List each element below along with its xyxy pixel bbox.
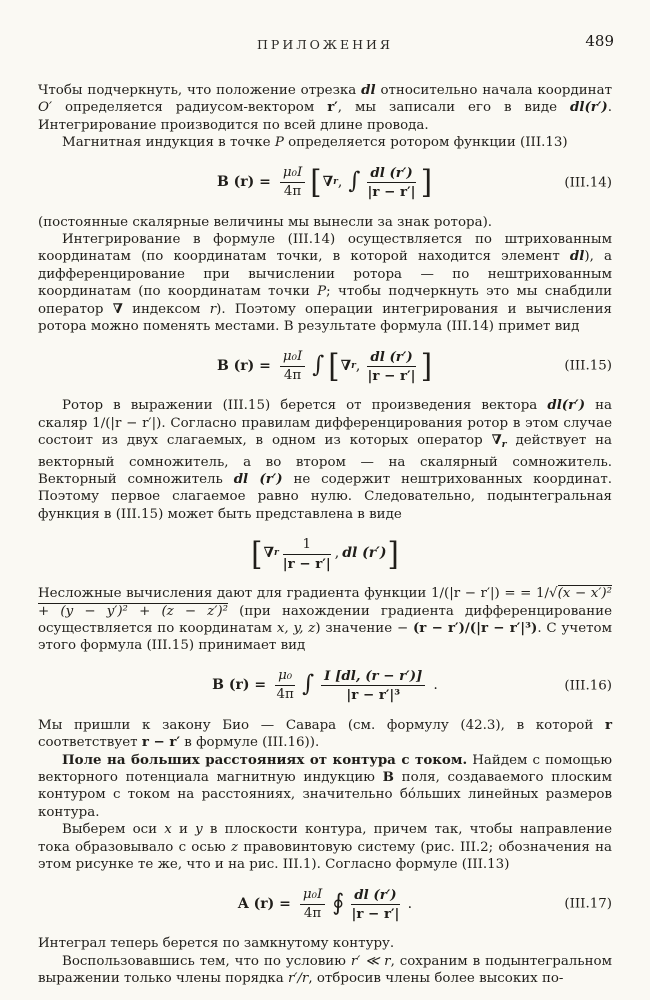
gradient-fraction <box>283 537 331 572</box>
contour-integral-sign: ∮ <box>332 889 345 916</box>
coefficient-fraction <box>280 349 305 384</box>
equation-number: (III.16) <box>564 678 612 694</box>
formula-iii-17 <box>38 883 612 925</box>
text-run: Найдем с помощью векторного потенциала магнитную индукцию <box>38 752 612 785</box>
paragraph <box>38 134 612 151</box>
text-run: r <box>209 301 217 317</box>
paragraph <box>38 953 612 988</box>
vector-element: dl (r′) <box>342 545 387 562</box>
formula-iii-16 <box>38 665 612 707</box>
fraction-numerator: I [dl, (r − r′)] <box>321 668 425 686</box>
fraction-denominator: |r − r′| <box>351 905 400 922</box>
text-run: Несложные вычисления дают для градиента функции 1/(|r − r′|) = = 1/ <box>38 586 550 602</box>
nabla-operator: ∇ <box>340 357 352 374</box>
formula-lhs: A (r) = <box>237 895 291 912</box>
text-run: определяется ротором функции (III.13) <box>283 135 568 151</box>
fraction-denominator: 4π <box>303 905 322 921</box>
fraction-denominator: 4π <box>283 367 302 383</box>
text-run: ; чтобы подчеркнуть это мы снабдили оператор <box>38 284 612 317</box>
text-run: Ротор в выражении (III.15) берется от произведения вектора <box>62 398 548 414</box>
paragraph <box>38 935 612 952</box>
paragraph <box>38 397 612 523</box>
close-bracket: ] <box>387 535 399 572</box>
open-bracket: [ <box>328 347 340 385</box>
text-run: относительно начала координат <box>375 83 612 98</box>
page-content <box>38 82 612 988</box>
text-run: ), а дифференцирование при вычислении ротора — по нештрихованным координатам (по координатам точки <box>38 249 612 300</box>
text-run: в плоскости контура, причем так, чтобы направление тока образовывало с осью <box>38 822 612 855</box>
fraction-numerator: μ₀ <box>275 668 295 686</box>
fraction-denominator: |r − r′| <box>367 184 416 201</box>
text-run: ∇ <box>491 432 502 449</box>
page-header <box>38 32 614 58</box>
text-run: Мы пришли к закону Био — Савара (см. формулу (42.3), в которой <box>38 717 605 733</box>
text-run: . Интегрирование производится по всей длине провода. <box>38 100 612 133</box>
text-run: r <box>501 439 507 451</box>
text-run: dl (r′) <box>233 470 283 487</box>
equation-number: (III.14) <box>564 174 612 190</box>
page-number: 489 <box>585 32 614 50</box>
coefficient-fraction <box>280 165 305 200</box>
text-run: ∇ <box>112 300 123 317</box>
integral-sign: ∫ <box>348 168 361 195</box>
text-run: (x − x′)² + (y − y′)² + (z − z′)² <box>38 586 612 619</box>
integrand-fraction <box>321 668 425 703</box>
formula-unnumbered <box>38 533 612 575</box>
text-run: dl <box>569 248 585 265</box>
paragraph <box>38 231 612 335</box>
text-run: Магнитная индукция в точке <box>62 135 275 151</box>
open-bracket: [ <box>251 535 263 572</box>
fraction-numerator: dl (r′) <box>351 887 399 905</box>
text-run: на скаляр 1/(|r − r′|). Согласно правилам дифференцирования ротор в этом случае состоит из двух слагаемых, в одном из которых оператор <box>38 398 613 449</box>
text-run: y <box>195 822 203 838</box>
fraction-numerator: dl (r′) <box>367 165 415 183</box>
paragraph <box>38 585 612 655</box>
text-run: действует на векторный сомножитель, а во втором — на скалярный сомножитель. Векторный сомножитель <box>38 433 612 487</box>
period: . <box>433 677 438 694</box>
equation-number: (III.15) <box>564 358 612 374</box>
paragraph <box>38 214 612 231</box>
paragraph <box>38 821 612 873</box>
fraction-numerator: μ₀I <box>280 165 305 183</box>
text-run: , отбросив члены более высоких по- <box>308 971 564 987</box>
text-run: P <box>317 284 327 300</box>
text-run: и <box>171 822 196 838</box>
nabla-subscript: r <box>274 548 279 559</box>
nabla-subscript: r <box>351 360 356 371</box>
text-run: , сохраним в подынтегральном выражении только члены порядка <box>38 953 613 987</box>
text-run: (при нахождении градиента дифференцирование осуществляется по координатам <box>38 603 612 636</box>
text-run: правовинтовую систему (рис. III.2; обозначения на этом рисунке те же, что и на рис. III.1). Согласно формуле (III.13) <box>38 839 612 872</box>
integrand-fraction <box>367 349 415 384</box>
integral-sign: ∫ <box>302 671 315 698</box>
text-run: не содержит нештрихованных координат. Поэтому первое слагаемое равно нулю. Следовательно, подынтегральная функция в (III.15) может быть представлена в виде <box>38 471 612 522</box>
text-run: O′ <box>38 100 53 116</box>
comma: , <box>334 545 340 562</box>
text-run: Интегрирование в формуле (III.14) осуществляется по штрихованным координатам (по координатам точки, в которой находится элемент <box>38 232 612 265</box>
text-run: в формуле (III.16)). <box>180 735 320 751</box>
text-run: x <box>164 822 172 838</box>
fraction-denominator: |r − r′| <box>282 555 331 572</box>
text-run: Интеграл теперь берется по замкнутому контуру. <box>38 936 395 952</box>
nabla-operator: ∇ <box>263 545 275 562</box>
coefficient-fraction <box>300 887 325 922</box>
fraction-denominator: |r − r′|³ <box>346 687 401 704</box>
text-run: ). Поэтому операции интегрирования и вычисления ротора можно поменять местами. В результате формула (III.14) примет вид <box>38 301 612 335</box>
text-run: (r − r′)/(|r − r′|³) <box>412 619 538 636</box>
paragraph <box>38 82 612 134</box>
text-run: , мы записали его в виде <box>337 100 571 116</box>
fraction-numerator: dl (r′) <box>367 349 415 367</box>
text-run: ) значение − <box>315 620 413 636</box>
integrand-fraction <box>367 165 415 200</box>
comma: , <box>355 357 361 374</box>
text-run: поля, создаваемого плоским контуром с током на расстояниях, значительно бо́льших линейных размеров контура. <box>38 769 613 820</box>
text-run: r′/r <box>287 971 309 987</box>
formula-lhs: B (r) = <box>212 677 267 694</box>
text-run: r − r′ <box>141 734 181 751</box>
close-bracket: ] <box>420 163 433 201</box>
equation-number: (III.17) <box>564 896 612 912</box>
fraction-numerator: μ₀I <box>280 349 305 367</box>
formula-lhs: B (r) = <box>216 173 271 190</box>
text-run: x, y, z <box>276 620 316 636</box>
fraction-denominator: |r − r′| <box>367 367 416 384</box>
text-run: . С учетом этого формула (III.15) принимает вид <box>38 620 613 654</box>
text-run: r <box>604 716 612 733</box>
text-run: P <box>274 135 284 151</box>
text-run: (постоянные скалярные величины мы вынесли за знак ротора). <box>38 214 493 230</box>
text-run: Чтобы подчеркнуть, что положение отрезка <box>38 83 362 98</box>
integrand-fraction <box>351 887 399 922</box>
integral-sign: ∫ <box>312 351 325 378</box>
fraction-denominator: 4π <box>276 687 294 703</box>
fraction-numerator: μ₀I <box>300 887 325 905</box>
fraction-numerator: 1 <box>283 537 331 555</box>
open-bracket: [ <box>310 163 322 201</box>
text-run: r′ <box>327 99 338 116</box>
text-run: индексом <box>122 301 210 317</box>
text-run: dl(r′) <box>547 397 586 414</box>
text-run: Поле на больших расстояниях от контура с током. <box>62 751 468 768</box>
text-run: √ <box>549 586 558 602</box>
close-bracket: ] <box>420 347 433 385</box>
text-run: dl(r′) <box>570 99 608 116</box>
fraction-denominator: 4π <box>283 184 302 200</box>
formula-iii-15 <box>38 345 612 387</box>
paragraph <box>38 752 612 822</box>
text-run: Выберем оси <box>62 822 165 838</box>
text-run: Воспользовавшись тем, что по условию <box>62 953 351 969</box>
text-run: определяется радиусом-вектором <box>52 100 328 116</box>
text-run: z <box>231 839 239 855</box>
comma: , <box>337 173 343 190</box>
nabla-operator: ∇ <box>322 173 334 190</box>
formula-lhs: B (r) = <box>216 357 271 374</box>
text-run: dl <box>361 82 376 98</box>
period: . <box>407 895 413 912</box>
coefficient-fraction <box>275 668 295 703</box>
formula-iii-14 <box>38 162 612 204</box>
paragraph <box>38 717 612 752</box>
text-run: B <box>382 768 394 785</box>
text-run: r′ ≪ r <box>350 953 391 969</box>
text-run: соответствует <box>38 735 142 751</box>
running-title: ПРИЛОЖЕНИЯ <box>257 37 393 52</box>
nabla-subscript: r <box>333 176 338 187</box>
